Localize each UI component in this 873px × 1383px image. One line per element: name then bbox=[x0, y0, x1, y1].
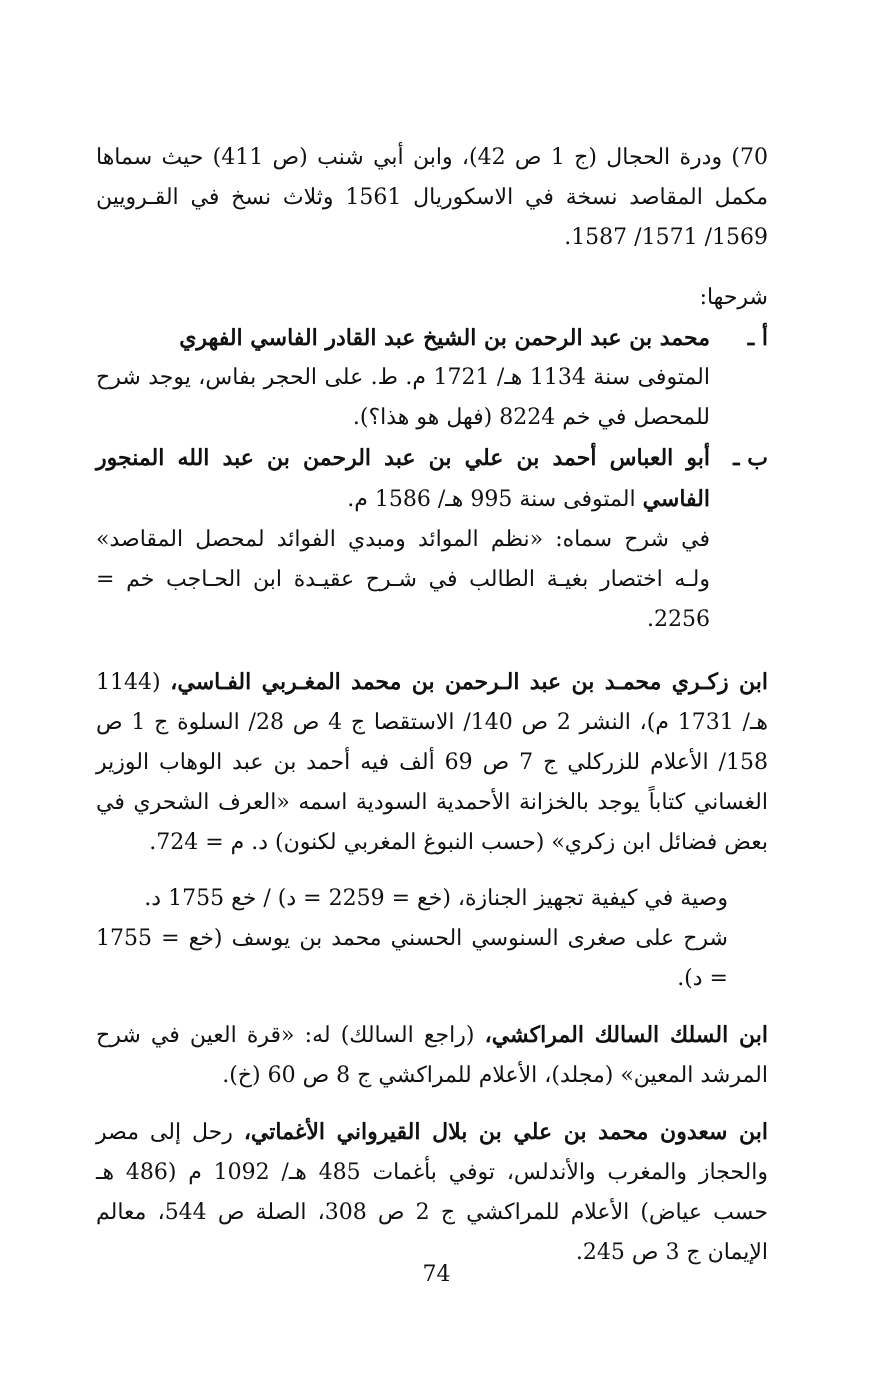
work-item: شرح على صغرى السنوسي الحسني محمد بن يوسف (خع = 1755 = د). bbox=[96, 926, 728, 991]
commentary-body-b bbox=[96, 438, 710, 520]
commentary-item-b bbox=[96, 438, 768, 520]
commentary-death-b: المتوفى سنة 995 هـ/ 1586 م. bbox=[347, 487, 643, 512]
entry-ibn-saadun-name: ابن سعدون محمد بن علي بن بلال القيرواني الأغماتي، bbox=[243, 1119, 768, 1145]
entry-ibn-saadun bbox=[96, 1112, 768, 1273]
commentary-details-b: في شرح سماه: «نظم الموائد ومبدي الفوائد لمحصل المقاصد» ولـه اختصار بغيـة الطالب في شـرح عقيـدة ابن الحـاجب خم = 2256. bbox=[96, 527, 710, 632]
intro-paragraph: 70) ودرة الحجال (ج 1 ص 42)، وابن أبي شنب (ص 411) حيث سماها مكمل المقاصد نسخة في الاسكوريال 1561 وثلاث نسخ في القـرويين 1569/ 1571/ 1587. bbox=[96, 145, 768, 250]
entry-ibn-zakri bbox=[96, 662, 768, 863]
commentaries-heading: شرحها: bbox=[699, 285, 768, 310]
commentary-name-b: أبو العباس أحمد بن علي بن عبد الرحمن بن عبد الله المنجور الفاسي bbox=[96, 445, 710, 512]
entry-ibn-zakri-text: (1144 هـ/ 1731 م)، النشر 2 ص 140/ الاستقصا ج 4 ص 28/ السلوة ج 1 ص 158/ الأعلام للزركلي ج 7 ص 69 ألف فيه أحمد بن عبد الوهاب الوزير الغساني كتاباً يوجد بالخزانة الأحمدية السودية اسمه «العرف الشحري في بعض فضائل ابن زكري» (حسب النبوغ المغربي لكنون) د. م = 724. bbox=[96, 670, 769, 855]
page-body bbox=[96, 138, 768, 1273]
entry-ibn-salak bbox=[96, 1015, 768, 1096]
page-number: 74 bbox=[422, 1262, 451, 1287]
entry-ibn-salak-name: ابن السلك السالك المراكشي، bbox=[484, 1022, 769, 1048]
entry-ibn-zakri-name: ابن زكـري محمـد بن عبد الـرحمن بن محمد المغـربي الفـاسي، bbox=[170, 669, 768, 695]
commentary-item-a bbox=[96, 318, 768, 358]
entry-ibn-salak-text: (راجع السالك) له: «قرة العين في شرح المرشد المعين» (مجلد)، الأعلام للمراكشي ج 8 ص 60 (خ). bbox=[96, 1023, 768, 1088]
commentary-letter-a: أ ـ bbox=[747, 325, 768, 351]
commentary-name-a: محمد بن عبد الرحمن بن الشيخ عبد القادر الفاسي الفهري bbox=[179, 325, 710, 351]
work-item: وصية في كيفية تجهيز الجنازة، (خع = 2259 = د) / خع 1755 د. bbox=[144, 886, 728, 911]
works-list bbox=[96, 879, 768, 999]
entry-ibn-saadun-text: رحل إلى مصر والحجاز والمغرب والأندلس، توفي بأغمات 485 هـ/ 1092 م (486 هـ حسب عياض) الأعلام للمراكشي ج 2 ص 308، الصلة ص 544، معالم الإيمان ج 3 ص 245. bbox=[96, 1120, 768, 1265]
commentary-letter-b: ب ـ bbox=[733, 445, 768, 471]
commentary-details-a: المتوفى سنة 1134 هـ/ 1721 م. ط. على الحجر بفاس، يوجد شرح للمحصل في خم 8224 (فهل هو هذا؟). bbox=[96, 365, 710, 430]
